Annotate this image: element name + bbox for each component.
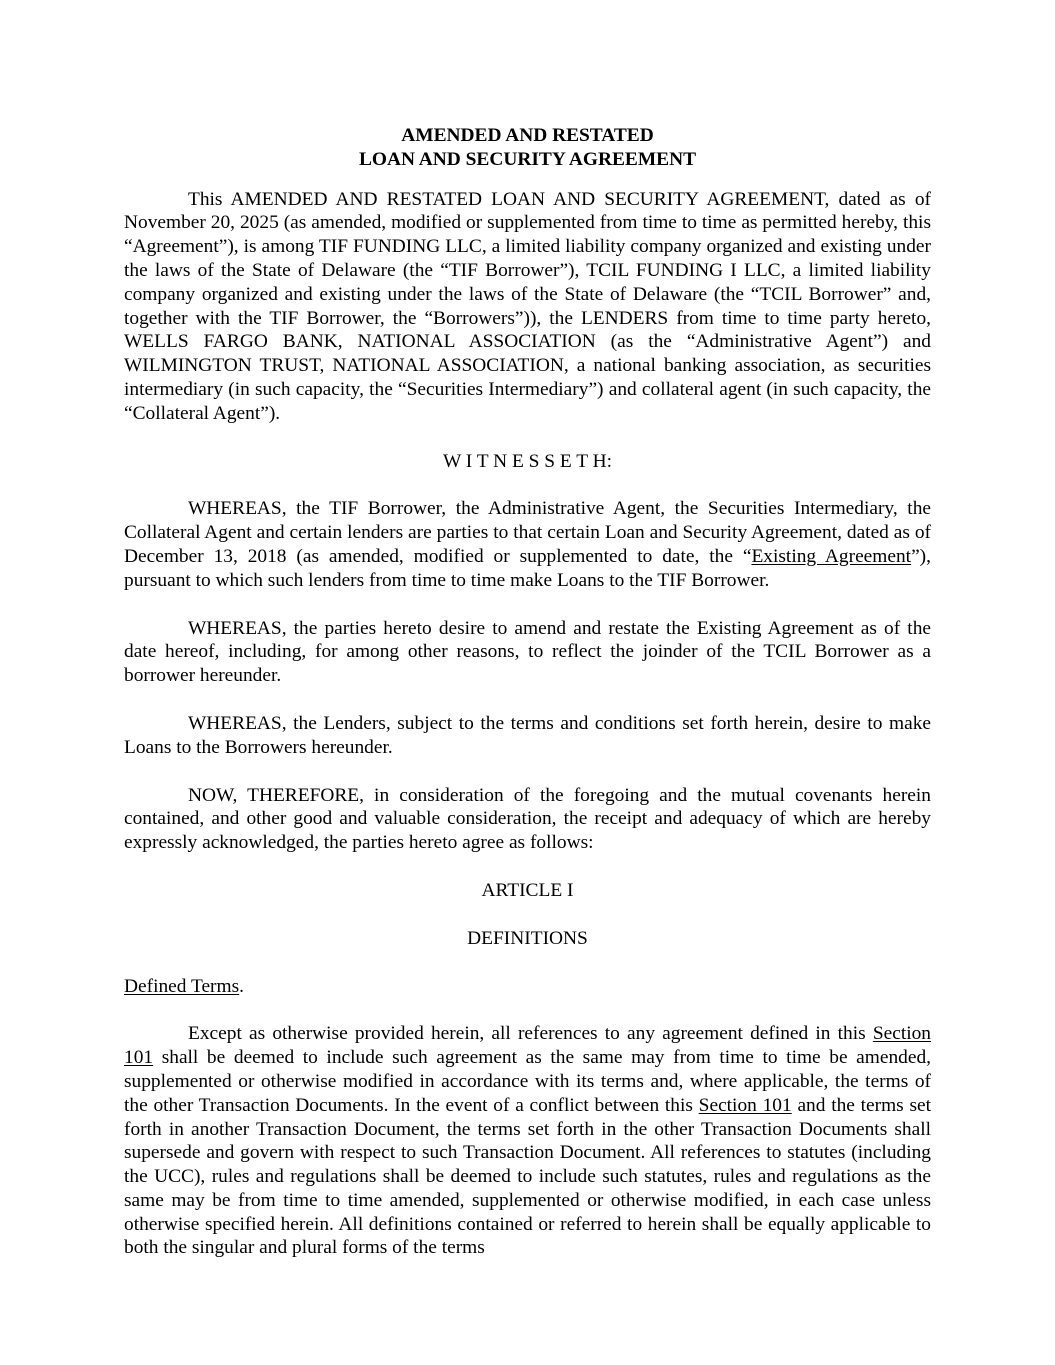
body-text-3: and the terms set forth in another Transaction Document, the terms set forth in the other Transaction Documents shall supersede and govern with respect to such Transaction Document. All references to statutes (including the UCC), rules and regulations shall be deemed to include such statutes, rules and regulations as the same may be from time to time amended, supplemented or otherwise modified, in each case unless otherwise specified herein. All definitions contained or referred to herein shall be equally applicable to both the singular and plural forms of the terms <box>124 1094 932 1259</box>
recital-1 <box>124 497 931 592</box>
body-text-1: Except as otherwise provided herein, all references to any agreement defined in this <box>188 1023 873 1045</box>
section-101-reference-1: Section 101 <box>124 1023 931 1069</box>
recital-3: WHEREAS, the Lenders, subject to the terms and conditions set forth herein, desire to make Loans to the Borrowers hereunder. <box>124 712 931 758</box>
title-line-2: LOAN AND SECURITY AGREEMENT <box>358 148 697 170</box>
existing-agreement-term: Existing Agreement <box>751 545 912 567</box>
definitions-body-paragraph <box>124 1022 931 1260</box>
section-101-reference-2: Section 101 <box>698 1094 792 1116</box>
intro-paragraph: This AMENDED AND RESTATED LOAN AND SECURITY AGREEMENT, dated as of November 20, 2025 (as amended, modified or supplemented from time to time as permitted hereby, this “Agreement”), is among TIF FUNDING LLC, a limited liability company organized and existing under the laws of the State of Delaware (the “TIF Borrower”), TCIL FUNDING I LLC, a limited liability company organized and existing under the laws of the State of Delaware (the “TCIL Borrower” and, together with the TIF Borrower, the “Borrowers”)), the LENDERS from time to time party hereto, WELLS FARGO BANK, NATIONAL ASSOCIATION (as the “Administrative Agent”) and WILMINGTON TRUST, NATIONAL ASSOCIATION, a national banking association, as securities intermediary (in such capacity, the “Securities Intermediary”) and collateral agent (in such capacity, the “Collateral Agent”). <box>124 188 931 424</box>
witnesseth-heading: W I T N E S S E T H: <box>443 450 612 472</box>
recital-1-text-before: WHEREAS, the TIF Borrower, the Administrative Agent, the Securities Intermediary, the Collateral Agent and certain lenders are parties to that certain Loan and Security Agreement, dated as of December 13, 2018 (as amended, modified or supplemented to date, the “ <box>124 498 931 567</box>
now-therefore-paragraph: NOW, THEREFORE, in consideration of the foregoing and the mutual covenants herein contained, and other good and valuable consideration, the receipt and adequacy of which are hereby expressly acknowledged, the parties hereto agree as follows: <box>124 784 931 854</box>
body-text-2: shall be deemed to include such agreement as the same may from time to time be amended, supplemented or otherwise modified in accordance with its terms and, where applicable, the terms of the other Transaction Documents. In the event of a conflict between this <box>124 1047 931 1116</box>
section-heading <box>124 975 931 999</box>
recital-2: WHEREAS, the parties hereto desire to amend and restate the Existing Agreement as of the date hereof, including, for among other reasons, to reflect the joinder of the TCIL Borrower as a borrower hereunder. <box>124 617 931 687</box>
document-title <box>124 124 931 172</box>
section-heading-period: . <box>239 975 244 997</box>
article-number: ARTICLE I <box>481 879 574 901</box>
section-heading-text: Defined Terms <box>124 975 240 997</box>
recital-1-text-after: ”), pursuant to which such lenders from time to time make Loans to the TIF Borrower. <box>124 545 931 591</box>
title-line-1: AMENDED AND RESTATED <box>401 125 654 146</box>
article-title: DEFINITIONS <box>467 927 588 949</box>
